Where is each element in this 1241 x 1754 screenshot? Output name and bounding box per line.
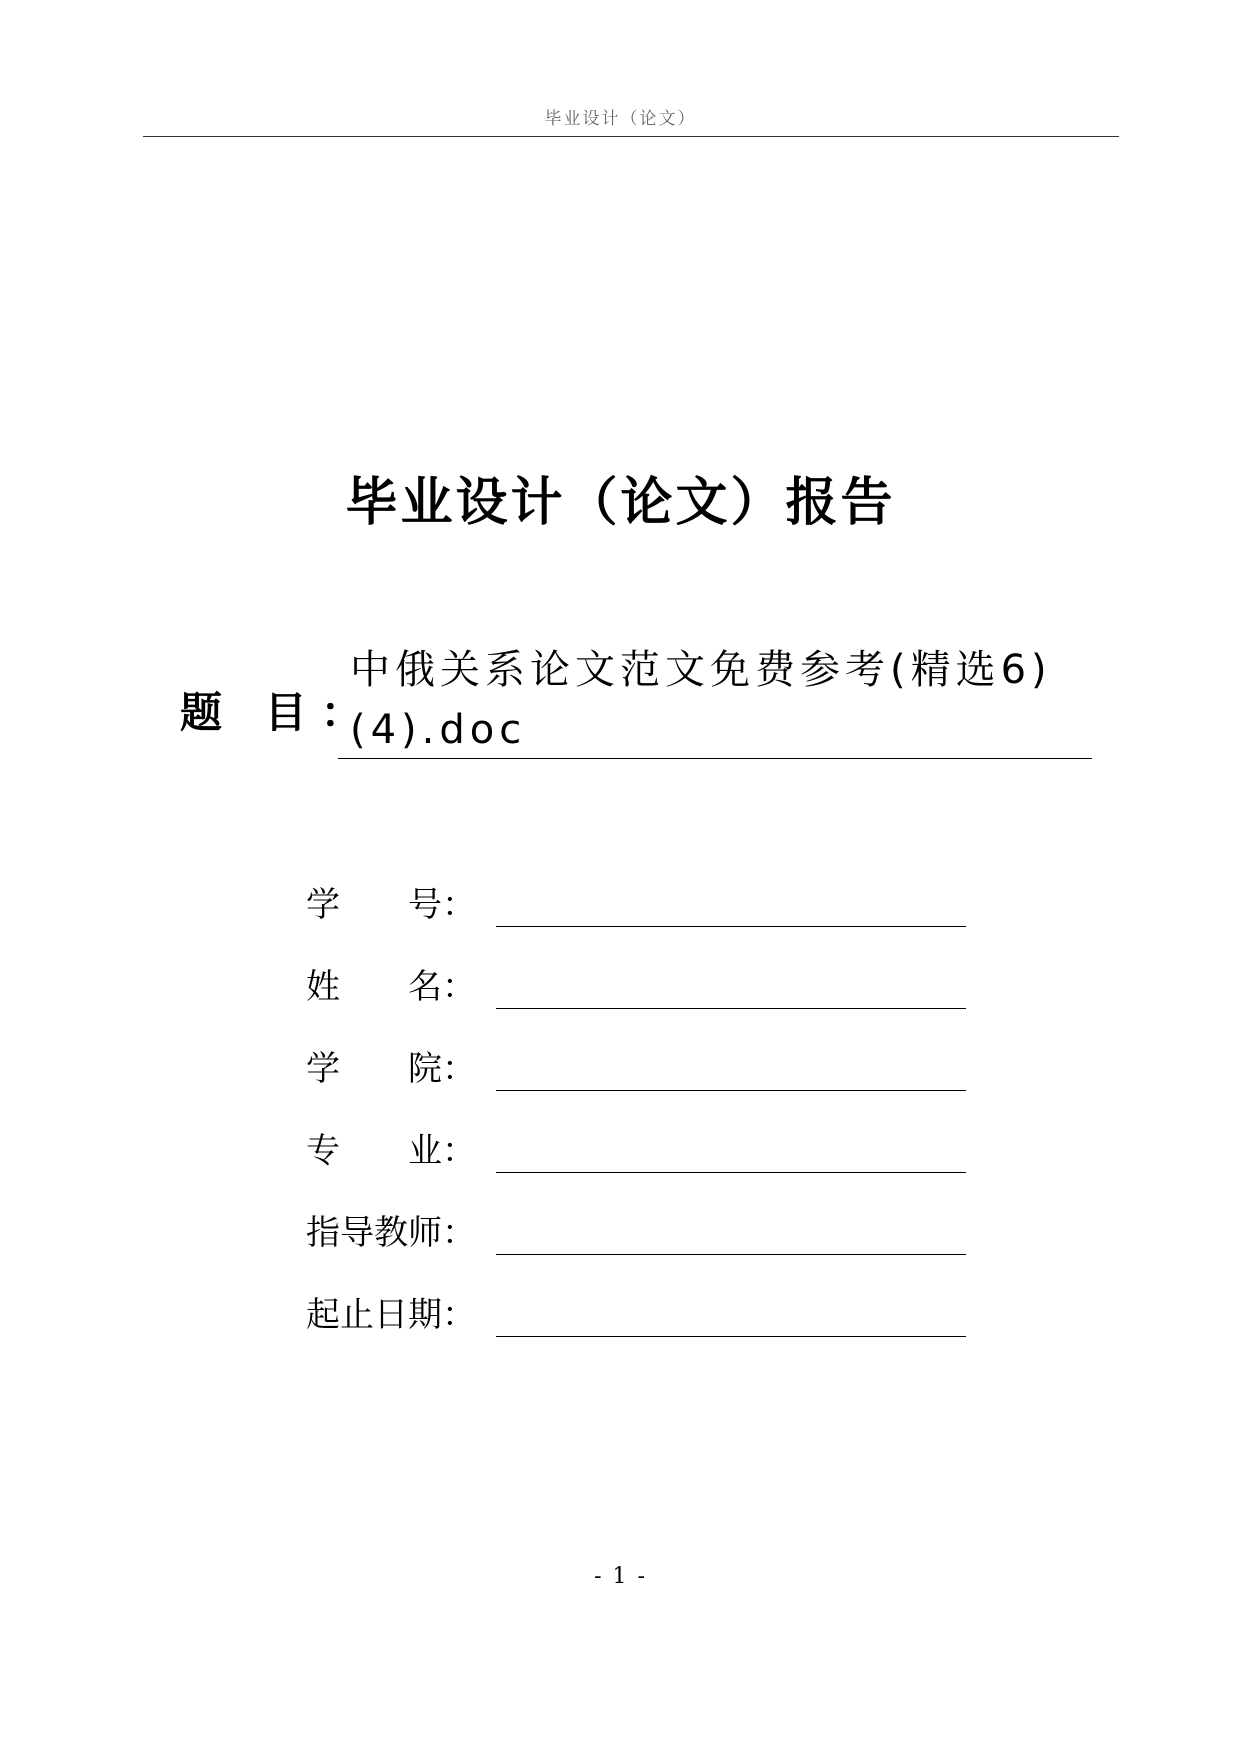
field-label: 学 号：: [306, 885, 476, 925]
field-underline: [496, 1336, 966, 1337]
page-header: 毕业设计（论文）: [544, 109, 697, 129]
subject-label: 题 目：: [180, 688, 377, 737]
field-label: 学 院：: [306, 1049, 476, 1089]
field-underline: [496, 1090, 966, 1091]
field-underline: [496, 926, 966, 927]
field-label: 专 业：: [306, 1131, 476, 1171]
page-number: - 1 -: [594, 1564, 647, 1589]
report-title: 毕业设计（论文）报告: [345, 473, 896, 533]
field-underline: [496, 1254, 966, 1255]
field-underline: [496, 1172, 966, 1173]
field-label: 指导教师：: [306, 1213, 476, 1253]
field-label: 姓 名：: [306, 967, 476, 1007]
field-underline: [496, 1008, 966, 1009]
subject-underline: [338, 758, 1092, 759]
field-label: 起止日期：: [306, 1295, 476, 1335]
subject-value: 中俄关系论文范文免费参考(精选6)(4).doc: [350, 647, 1052, 753]
header-divider: [143, 136, 1119, 137]
